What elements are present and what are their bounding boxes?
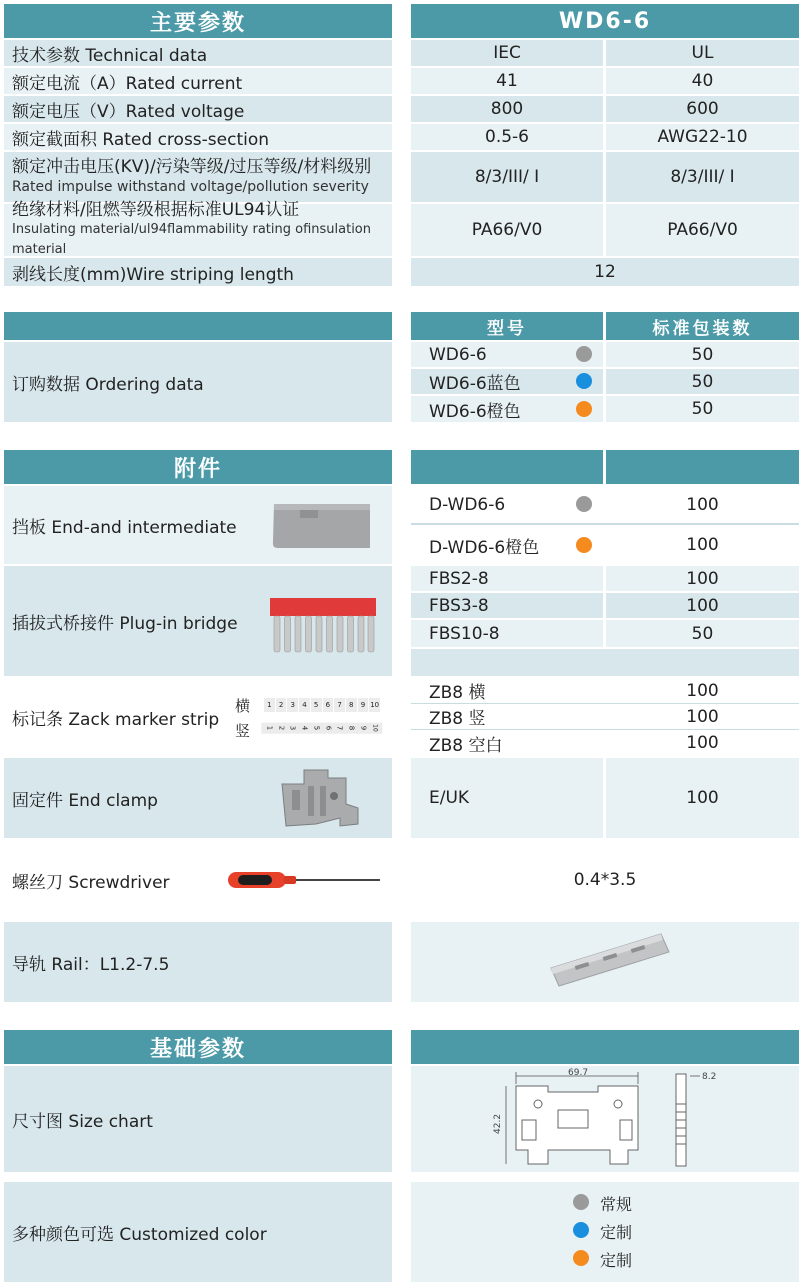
marker-strip-label: 标记条 Zack marker strip — [4, 678, 392, 756]
rated-voltage-label: 额定电压（V）Rated voltage — [4, 96, 392, 122]
bridge-model-3: FBS10-8 — [411, 620, 603, 647]
din-rail-image — [545, 928, 675, 996]
rated-current-iec: 41 — [411, 68, 603, 94]
order-qty-2: 50 — [606, 369, 799, 394]
accessories-header: 附件 — [4, 450, 392, 484]
ordering-data-label: 订购数据 Ordering data — [4, 342, 392, 422]
marker-cell: 4 — [296, 723, 312, 734]
custom-orange-dot — [573, 1250, 589, 1266]
size-chart-label: 尺寸图 Size chart — [4, 1066, 392, 1172]
screwdriver-image — [224, 866, 384, 894]
marker-cell: 1 — [264, 698, 275, 712]
orange-color-dot — [576, 401, 592, 417]
standard-color-label: 常规 — [600, 1195, 633, 1214]
col-model-header: 型号 — [411, 312, 603, 340]
strip-length-value: 12 — [411, 258, 799, 286]
insulation-label — [4, 200, 392, 257]
standard-color-dot — [573, 1194, 589, 1210]
impulse-voltage-iec: 8/3/III/ I — [411, 152, 603, 202]
end-plate-label: 挡板 End-and intermediate — [4, 486, 392, 564]
marker-strip-horizontal — [264, 698, 380, 712]
order-model-2: WD6-6蓝色 — [411, 369, 603, 394]
thickness-dimension: 8.2 — [702, 1072, 717, 1082]
screwdriver-spec: 0.4*3.5 — [411, 840, 799, 920]
end-plate-qty-2: 100 — [606, 526, 799, 564]
impulse-voltage-en: Rated impulse withstand voltage/pollution severity — [12, 179, 369, 195]
basic-params-header-right — [411, 1030, 799, 1064]
marker-model-2: ZB8 竖 — [411, 704, 603, 729]
marker-cell: 6 — [323, 698, 334, 712]
main-params-header: 主要参数 — [4, 4, 392, 38]
rated-voltage-iec: 800 — [411, 96, 603, 122]
insulation-iec: PA66/V0 — [411, 204, 603, 256]
impulse-voltage-label — [4, 152, 392, 202]
marker-cell: 10 — [369, 698, 380, 712]
marker-qty-1: 100 — [606, 678, 799, 703]
marker-cell: 3 — [285, 723, 301, 734]
accessories-header-col2 — [606, 450, 799, 484]
marker-cell: 8 — [346, 698, 357, 712]
marker-vertical-label: 竖 — [235, 722, 251, 740]
order-qty-3: 50 — [606, 396, 799, 422]
strip-length-label: 剥线长度(mm)Wire striping length — [4, 258, 392, 286]
insulation-ul: PA66/V0 — [606, 204, 799, 256]
rated-voltage-ul: 600 — [606, 96, 799, 122]
marker-cell: 6 — [320, 723, 336, 734]
order-qty-1: 50 — [606, 342, 799, 367]
bridge-qty-1: 100 — [606, 566, 799, 591]
height-dimension: 42.2 — [493, 1113, 503, 1134]
cross-section-iec: 0.5-6 — [411, 124, 603, 150]
marker-strip-vertical — [264, 720, 380, 736]
bridge-qty-2: 100 — [606, 593, 799, 618]
marker-cell: 5 — [308, 723, 324, 734]
marker-cell: 1 — [261, 723, 277, 734]
end-clamp-qty: 100 — [606, 758, 799, 838]
plug-in-bridge-image — [268, 596, 380, 658]
marker-model-3: ZB8 空白 — [411, 730, 603, 756]
size-chart-drawing — [488, 1064, 728, 1172]
marker-model-1: ZB8 横 — [411, 678, 603, 703]
row-divider — [411, 523, 799, 525]
plug-in-bridge-label: 插拔式桥接件 Plug-in bridge — [4, 566, 392, 676]
custom-blue-label: 定制 — [600, 1223, 633, 1242]
rated-current-ul: 40 — [606, 68, 799, 94]
marker-cell: 7 — [332, 723, 348, 734]
marker-qty-3: 100 — [606, 730, 799, 756]
ul-header: UL — [606, 40, 799, 66]
marker-cell: 2 — [276, 698, 287, 712]
custom-blue-dot — [573, 1222, 589, 1238]
cross-section-ul: AWG22-10 — [606, 124, 799, 150]
model-header: WD6-6 — [411, 4, 799, 38]
marker-cell: 7 — [334, 698, 345, 712]
marker-horizontal-label: 横 — [235, 697, 251, 715]
screwdriver-label: 螺丝刀 Screwdriver — [4, 840, 392, 920]
marker-qty-2: 100 — [606, 704, 799, 729]
order-model-1: WD6-6 — [411, 342, 603, 367]
iec-header: IEC — [411, 40, 603, 66]
end-clamp-model: E/UK — [411, 758, 603, 838]
marker-cell: 9 — [358, 698, 369, 712]
bridge-qty-3: 50 — [606, 620, 799, 647]
technical-data-label: 技术参数 Technical data — [4, 40, 392, 66]
rated-current-label: 额定电流（A）Rated current — [4, 68, 392, 94]
grey-color-dot — [576, 496, 592, 512]
insulation-cn: 绝缘材料/阻燃等级根据标准UL94认证 — [12, 200, 300, 220]
blue-color-dot — [576, 373, 592, 389]
end-clamp-label: 固定件 End clamp — [4, 758, 392, 838]
marker-cell: 5 — [311, 698, 322, 712]
rail-label: 导轨 Rail：L1.2-7.5 — [4, 922, 392, 1002]
impulse-voltage-ul: 8/3/III/ I — [606, 152, 799, 202]
end-plate-model-2: D-WD6-6橙色 — [411, 526, 603, 564]
end-plate-model-1: D-WD6-6 — [411, 486, 603, 524]
ordering-header-bar — [4, 312, 392, 340]
custom-orange-label: 定制 — [600, 1251, 633, 1270]
marker-cell: 9 — [355, 723, 371, 734]
impulse-voltage-cn: 额定冲击电压(KV)/污染等级/过压等级/材料级别 — [12, 157, 372, 177]
order-model-3: WD6-6橙色 — [411, 396, 603, 422]
cross-section-label: 额定截面积 Rated cross-section — [4, 124, 392, 150]
custom-color-label: 多种颜色可选 Customized color — [4, 1182, 392, 1282]
bridge-empty-row — [411, 649, 799, 676]
marker-cell: 2 — [273, 723, 289, 734]
accessories-header-col1 — [411, 450, 603, 484]
bridge-model-2: FBS3-8 — [411, 593, 603, 618]
col-pack-header: 标准包装数 — [606, 312, 799, 340]
marker-cell: 10 — [367, 723, 383, 734]
width-dimension: 69.7 — [568, 1068, 589, 1078]
marker-cell: 8 — [343, 723, 359, 734]
basic-params-header: 基础参数 — [4, 1030, 392, 1064]
marker-cell: 4 — [299, 698, 310, 712]
insulation-en: Insulating material/ul94flammability rating ofinsulation material — [12, 222, 372, 257]
grey-color-dot — [576, 346, 592, 362]
end-clamp-image — [276, 764, 366, 834]
marker-cell: 3 — [287, 698, 298, 712]
bridge-model-1: FBS2-8 — [411, 566, 603, 591]
end-plate-qty-1: 100 — [606, 486, 799, 524]
end-plate-image — [270, 498, 375, 552]
orange-color-dot — [576, 537, 592, 553]
